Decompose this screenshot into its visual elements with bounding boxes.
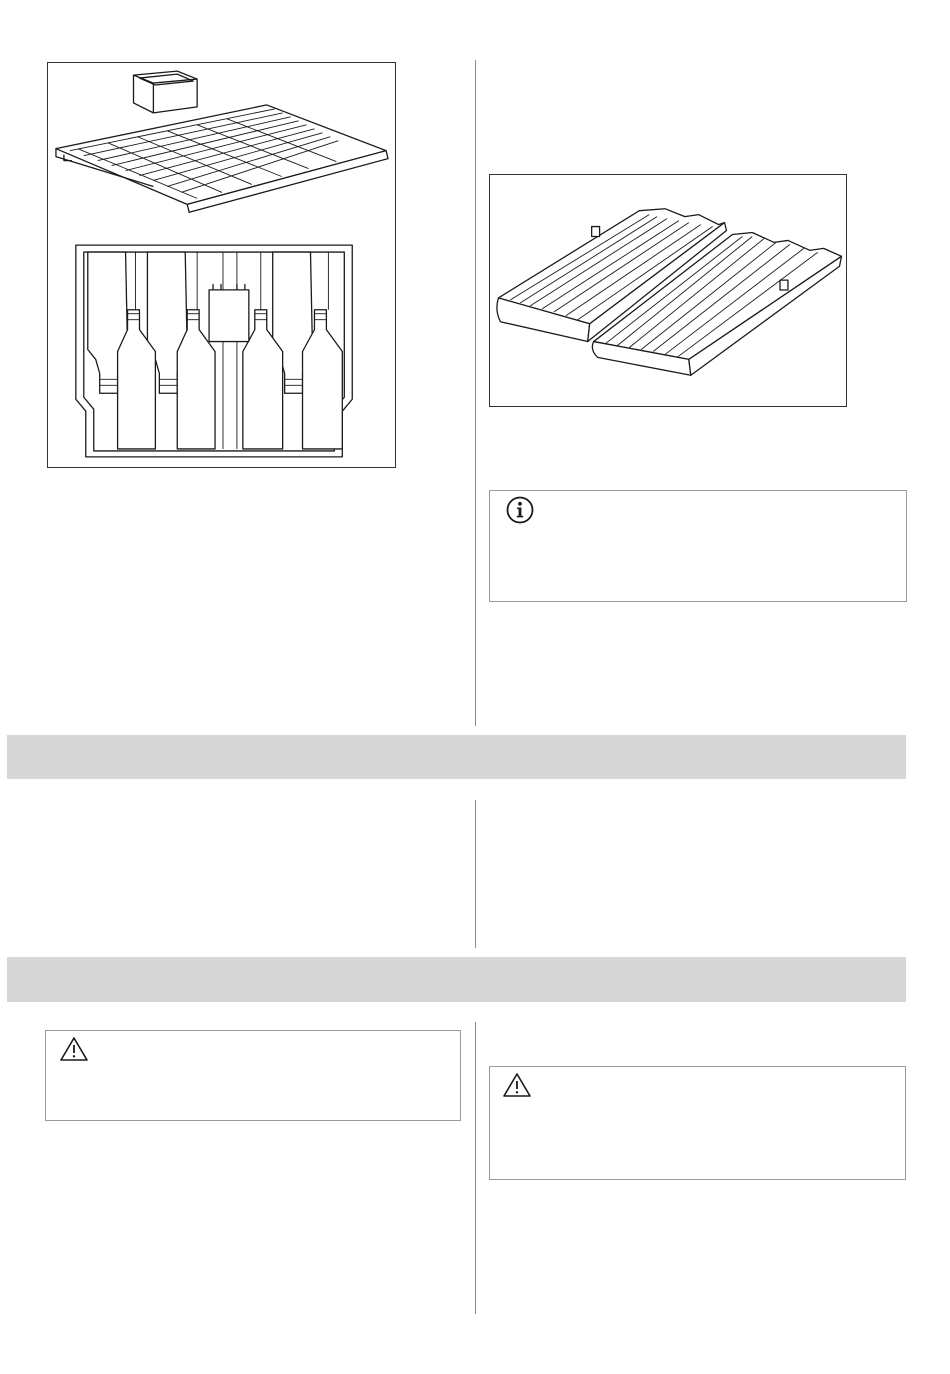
- section-heading-band-2: [7, 957, 906, 1002]
- warning-icon: [59, 1036, 89, 1062]
- bottle-layout-illustration: [76, 245, 352, 457]
- column-divider-middle: [475, 800, 476, 948]
- column-divider-top: [475, 60, 476, 726]
- column-divider-bottom: [475, 1022, 476, 1314]
- warning-icon: [502, 1072, 532, 1098]
- figure-shelf-with-bottles: [47, 62, 396, 468]
- shelf-illustration: [56, 105, 388, 212]
- warning-note-box-right: [489, 1066, 906, 1180]
- section-heading-band-1: [7, 735, 906, 779]
- split-shelf-halves-illustration: [490, 175, 846, 406]
- info-icon: [505, 495, 535, 525]
- info-note-box: [489, 490, 907, 602]
- crate-illustration: [134, 71, 198, 113]
- warning-note-box-left: [45, 1030, 461, 1121]
- figure-shelf-halves: [489, 174, 847, 407]
- wine-shelf-with-bottle-layout-illustration: [48, 63, 395, 467]
